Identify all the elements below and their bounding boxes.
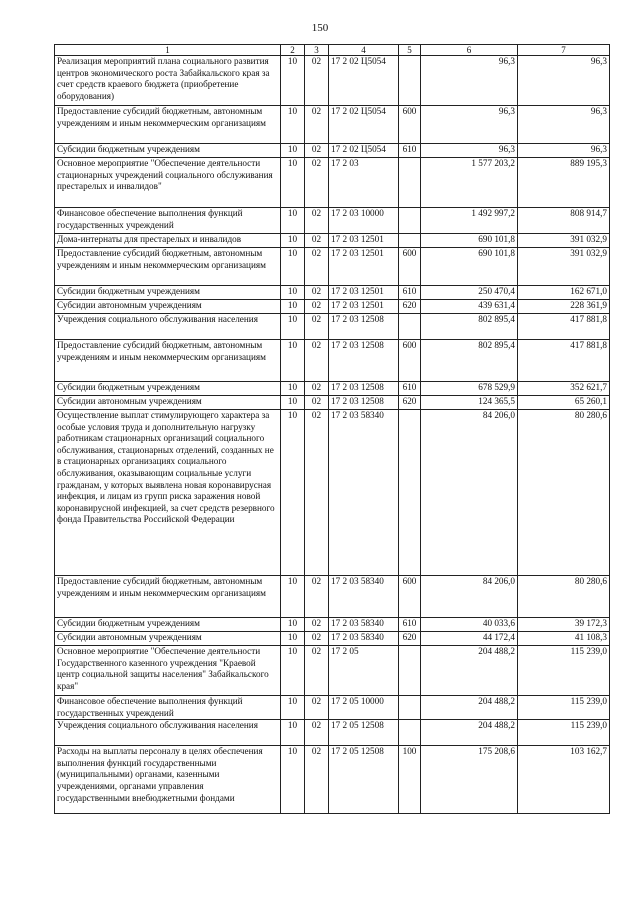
row-name-cell: Реализация мероприятий плана социального развития центров экономического роста Забайкальского края за счет средств краевого бюджета (приобретение оборудования) bbox=[55, 56, 281, 106]
row-name-cell: Финансовое обеспечение выполнения функций государственных учреждений bbox=[55, 696, 281, 720]
amount-cell: 678 529,9 bbox=[421, 382, 518, 396]
expense-type-cell: 610 bbox=[399, 144, 421, 158]
row-name-cell: Предоставление субсидий бюджетным, автономным учреждениям и иным некоммерческим организациям bbox=[55, 576, 281, 618]
amount-cell: 162 671,0 bbox=[518, 286, 610, 300]
table-row bbox=[55, 158, 610, 208]
row-name-cell: Предоставление субсидий бюджетным, автономным учреждениям и иным некоммерческим организациям bbox=[55, 248, 281, 286]
expense-type-cell: 600 bbox=[399, 106, 421, 144]
section-code-cell: 10 bbox=[281, 720, 305, 746]
amount-cell: 96,3 bbox=[518, 144, 610, 158]
amount-cell: 250 470,4 bbox=[421, 286, 518, 300]
table-row bbox=[55, 234, 610, 248]
table-row bbox=[55, 746, 610, 814]
amount-cell: 96,3 bbox=[421, 56, 518, 106]
row-name-cell: Основное мероприятие "Обеспечение деятельности Государственного казенного учреждения "Краевой центр социальной защиты населения" Забайкальского края" bbox=[55, 646, 281, 696]
table-row bbox=[55, 646, 610, 696]
section-code-cell: 10 bbox=[281, 576, 305, 618]
row-name-cell: Субсидии бюджетным учреждениям bbox=[55, 382, 281, 396]
section-code-cell: 10 bbox=[281, 746, 305, 814]
section-code-cell: 10 bbox=[281, 646, 305, 696]
target-article-cell: 17 2 03 10000 bbox=[329, 208, 399, 234]
amount-cell: 391 032,9 bbox=[518, 234, 610, 248]
table-row bbox=[55, 618, 610, 632]
target-article-cell: 17 2 05 12508 bbox=[329, 720, 399, 746]
amount-cell: 96,3 bbox=[518, 106, 610, 144]
amount-cell: 175 208,6 bbox=[421, 746, 518, 814]
column-header: 7 bbox=[518, 45, 610, 56]
table-row bbox=[55, 286, 610, 300]
row-name-cell: Субсидии бюджетным учреждениям bbox=[55, 286, 281, 300]
amount-cell: 1 577 203,2 bbox=[421, 158, 518, 208]
column-header: 1 bbox=[55, 45, 281, 56]
target-article-cell: 17 2 02 Ц5054 bbox=[329, 144, 399, 158]
row-name-cell: Субсидии автономным учреждениям bbox=[55, 300, 281, 314]
expense-type-cell bbox=[399, 208, 421, 234]
subsection-code-cell: 02 bbox=[305, 286, 329, 300]
expense-type-cell: 600 bbox=[399, 576, 421, 618]
expense-type-cell: 610 bbox=[399, 286, 421, 300]
expense-type-cell bbox=[399, 158, 421, 208]
row-name-cell: Учреждения социального обслуживания населения bbox=[55, 720, 281, 746]
subsection-code-cell: 02 bbox=[305, 340, 329, 382]
section-code-cell: 10 bbox=[281, 618, 305, 632]
subsection-code-cell: 02 bbox=[305, 720, 329, 746]
expense-type-cell: 100 bbox=[399, 746, 421, 814]
target-article-cell: 17 2 03 58340 bbox=[329, 410, 399, 576]
amount-cell: 889 195,3 bbox=[518, 158, 610, 208]
target-article-cell: 17 2 03 bbox=[329, 158, 399, 208]
expense-type-cell: 620 bbox=[399, 300, 421, 314]
amount-cell: 124 365,5 bbox=[421, 396, 518, 410]
amount-cell: 84 206,0 bbox=[421, 576, 518, 618]
table-row bbox=[55, 632, 610, 646]
amount-cell: 802 895,4 bbox=[421, 340, 518, 382]
subsection-code-cell: 02 bbox=[305, 746, 329, 814]
amount-cell: 204 488,2 bbox=[421, 646, 518, 696]
target-article-cell: 17 2 03 12508 bbox=[329, 382, 399, 396]
target-article-cell: 17 2 02 Ц5054 bbox=[329, 56, 399, 106]
row-name-cell: Расходы на выплаты персоналу в целях обеспечения выполнения функций государственными (муниципальными) органами, казенными учреждениями, органами управления государственными внебюджетными фондами bbox=[55, 746, 281, 814]
section-code-cell: 10 bbox=[281, 106, 305, 144]
target-article-cell: 17 2 03 58340 bbox=[329, 618, 399, 632]
amount-cell: 417 881,8 bbox=[518, 340, 610, 382]
section-code-cell: 10 bbox=[281, 144, 305, 158]
amount-cell: 65 260,1 bbox=[518, 396, 610, 410]
table-row bbox=[55, 410, 610, 576]
amount-cell: 690 101,8 bbox=[421, 248, 518, 286]
expense-type-cell bbox=[399, 56, 421, 106]
row-name-cell: Субсидии бюджетным учреждениям bbox=[55, 618, 281, 632]
section-code-cell: 10 bbox=[281, 314, 305, 340]
expense-type-cell bbox=[399, 646, 421, 696]
section-code-cell: 10 bbox=[281, 158, 305, 208]
amount-cell: 80 280,6 bbox=[518, 410, 610, 576]
row-name-cell: Осуществление выплат стимулирующего характера за особые условия труда и дополнительную нагрузку работникам стационарных организаций социального обслуживания, стационарных отделений, созданных не в стационарных организациях социального обслуживания, оказывающим социальные услуги гражданам, у которых выявлена новая коронавирусная инфекция, и лицам из групп риска заражения новой коронавирусной инфекцией, за счет средств резервного фонда Правительства Российской Федерации bbox=[55, 410, 281, 576]
target-article-cell: 17 2 03 58340 bbox=[329, 632, 399, 646]
expense-type-cell bbox=[399, 696, 421, 720]
target-article-cell: 17 2 03 12501 bbox=[329, 300, 399, 314]
amount-cell: 80 280,6 bbox=[518, 576, 610, 618]
subsection-code-cell: 02 bbox=[305, 632, 329, 646]
table-row bbox=[55, 56, 610, 106]
table-row bbox=[55, 248, 610, 286]
amount-cell: 808 914,7 bbox=[518, 208, 610, 234]
target-article-cell: 17 2 05 12508 bbox=[329, 746, 399, 814]
amount-cell: 204 488,2 bbox=[421, 720, 518, 746]
section-code-cell: 10 bbox=[281, 340, 305, 382]
table-row bbox=[55, 396, 610, 410]
target-article-cell: 17 2 03 12501 bbox=[329, 248, 399, 286]
row-name-cell: Предоставление субсидий бюджетным, автономным учреждениям и иным некоммерческим организациям bbox=[55, 340, 281, 382]
section-code-cell: 10 bbox=[281, 56, 305, 106]
table-row bbox=[55, 314, 610, 340]
table-row bbox=[55, 382, 610, 396]
section-code-cell: 10 bbox=[281, 300, 305, 314]
target-article-cell: 17 2 05 bbox=[329, 646, 399, 696]
table-row bbox=[55, 696, 610, 720]
section-code-cell: 10 bbox=[281, 382, 305, 396]
amount-cell: 40 033,6 bbox=[421, 618, 518, 632]
table-row bbox=[55, 576, 610, 618]
subsection-code-cell: 02 bbox=[305, 576, 329, 618]
column-number-row bbox=[55, 45, 610, 56]
amount-cell: 103 162,7 bbox=[518, 746, 610, 814]
table-row bbox=[55, 144, 610, 158]
section-code-cell: 10 bbox=[281, 410, 305, 576]
column-header: 2 bbox=[281, 45, 305, 56]
expense-type-cell bbox=[399, 720, 421, 746]
amount-cell: 84 206,0 bbox=[421, 410, 518, 576]
budget-table bbox=[54, 44, 610, 814]
subsection-code-cell: 02 bbox=[305, 300, 329, 314]
row-name-cell: Дома-интернаты для престарелых и инвалидов bbox=[55, 234, 281, 248]
section-code-cell: 10 bbox=[281, 632, 305, 646]
table-row bbox=[55, 106, 610, 144]
expense-type-cell bbox=[399, 314, 421, 340]
table-row bbox=[55, 720, 610, 746]
amount-cell: 39 172,3 bbox=[518, 618, 610, 632]
subsection-code-cell: 02 bbox=[305, 248, 329, 286]
column-header: 3 bbox=[305, 45, 329, 56]
column-header: 4 bbox=[329, 45, 399, 56]
column-header: 5 bbox=[399, 45, 421, 56]
amount-cell: 41 108,3 bbox=[518, 632, 610, 646]
subsection-code-cell: 02 bbox=[305, 158, 329, 208]
amount-cell: 391 032,9 bbox=[518, 248, 610, 286]
subsection-code-cell: 02 bbox=[305, 696, 329, 720]
row-name-cell: Учреждения социального обслуживания населения bbox=[55, 314, 281, 340]
amount-cell: 96,3 bbox=[518, 56, 610, 106]
amount-cell: 1 492 997,2 bbox=[421, 208, 518, 234]
table-row bbox=[55, 208, 610, 234]
target-article-cell: 17 2 03 58340 bbox=[329, 576, 399, 618]
amount-cell: 115 239,0 bbox=[518, 646, 610, 696]
section-code-cell: 10 bbox=[281, 696, 305, 720]
row-name-cell: Субсидии бюджетным учреждениям bbox=[55, 144, 281, 158]
expense-type-cell: 610 bbox=[399, 382, 421, 396]
section-code-cell: 10 bbox=[281, 396, 305, 410]
section-code-cell: 10 bbox=[281, 208, 305, 234]
subsection-code-cell: 02 bbox=[305, 208, 329, 234]
amount-cell: 115 239,0 bbox=[518, 696, 610, 720]
subsection-code-cell: 02 bbox=[305, 106, 329, 144]
subsection-code-cell: 02 bbox=[305, 410, 329, 576]
expense-type-cell: 610 bbox=[399, 618, 421, 632]
column-header: 6 bbox=[421, 45, 518, 56]
row-name-cell: Предоставление субсидий бюджетным, автономным учреждениям и иным некоммерческим организациям bbox=[55, 106, 281, 144]
target-article-cell: 17 2 03 12508 bbox=[329, 314, 399, 340]
expense-type-cell: 620 bbox=[399, 396, 421, 410]
row-name-cell: Субсидии автономным учреждениям bbox=[55, 396, 281, 410]
target-article-cell: 17 2 03 12508 bbox=[329, 396, 399, 410]
amount-cell: 204 488,2 bbox=[421, 696, 518, 720]
subsection-code-cell: 02 bbox=[305, 234, 329, 248]
subsection-code-cell: 02 bbox=[305, 56, 329, 106]
expense-type-cell: 600 bbox=[399, 248, 421, 286]
amount-cell: 96,3 bbox=[421, 144, 518, 158]
expense-type-cell bbox=[399, 410, 421, 576]
target-article-cell: 17 2 03 12501 bbox=[329, 234, 399, 248]
subsection-code-cell: 02 bbox=[305, 618, 329, 632]
amount-cell: 44 172,4 bbox=[421, 632, 518, 646]
target-article-cell: 17 2 03 12508 bbox=[329, 340, 399, 382]
target-article-cell: 17 2 05 10000 bbox=[329, 696, 399, 720]
amount-cell: 802 895,4 bbox=[421, 314, 518, 340]
amount-cell: 439 631,4 bbox=[421, 300, 518, 314]
amount-cell: 96,3 bbox=[421, 106, 518, 144]
amount-cell: 352 621,7 bbox=[518, 382, 610, 396]
amount-cell: 690 101,8 bbox=[421, 234, 518, 248]
expense-type-cell bbox=[399, 234, 421, 248]
row-name-cell: Финансовое обеспечение выполнения функций государственных учреждений bbox=[55, 208, 281, 234]
subsection-code-cell: 02 bbox=[305, 144, 329, 158]
subsection-code-cell: 02 bbox=[305, 646, 329, 696]
row-name-cell: Основное мероприятие "Обеспечение деятельности стационарных учреждений социального обслуживания престарелых и инвалидов" bbox=[55, 158, 281, 208]
expense-type-cell: 600 bbox=[399, 340, 421, 382]
section-code-cell: 10 bbox=[281, 248, 305, 286]
section-code-cell: 10 bbox=[281, 286, 305, 300]
page-number: 150 bbox=[311, 22, 329, 34]
table-row bbox=[55, 340, 610, 382]
target-article-cell: 17 2 03 12501 bbox=[329, 286, 399, 300]
subsection-code-cell: 02 bbox=[305, 314, 329, 340]
amount-cell: 115 239,0 bbox=[518, 720, 610, 746]
target-article-cell: 17 2 02 Ц5054 bbox=[329, 106, 399, 144]
amount-cell: 417 881,8 bbox=[518, 314, 610, 340]
section-code-cell: 10 bbox=[281, 234, 305, 248]
expense-type-cell: 620 bbox=[399, 632, 421, 646]
row-name-cell: Субсидии автономным учреждениям bbox=[55, 632, 281, 646]
subsection-code-cell: 02 bbox=[305, 382, 329, 396]
amount-cell: 228 361,9 bbox=[518, 300, 610, 314]
table-row bbox=[55, 300, 610, 314]
subsection-code-cell: 02 bbox=[305, 396, 329, 410]
